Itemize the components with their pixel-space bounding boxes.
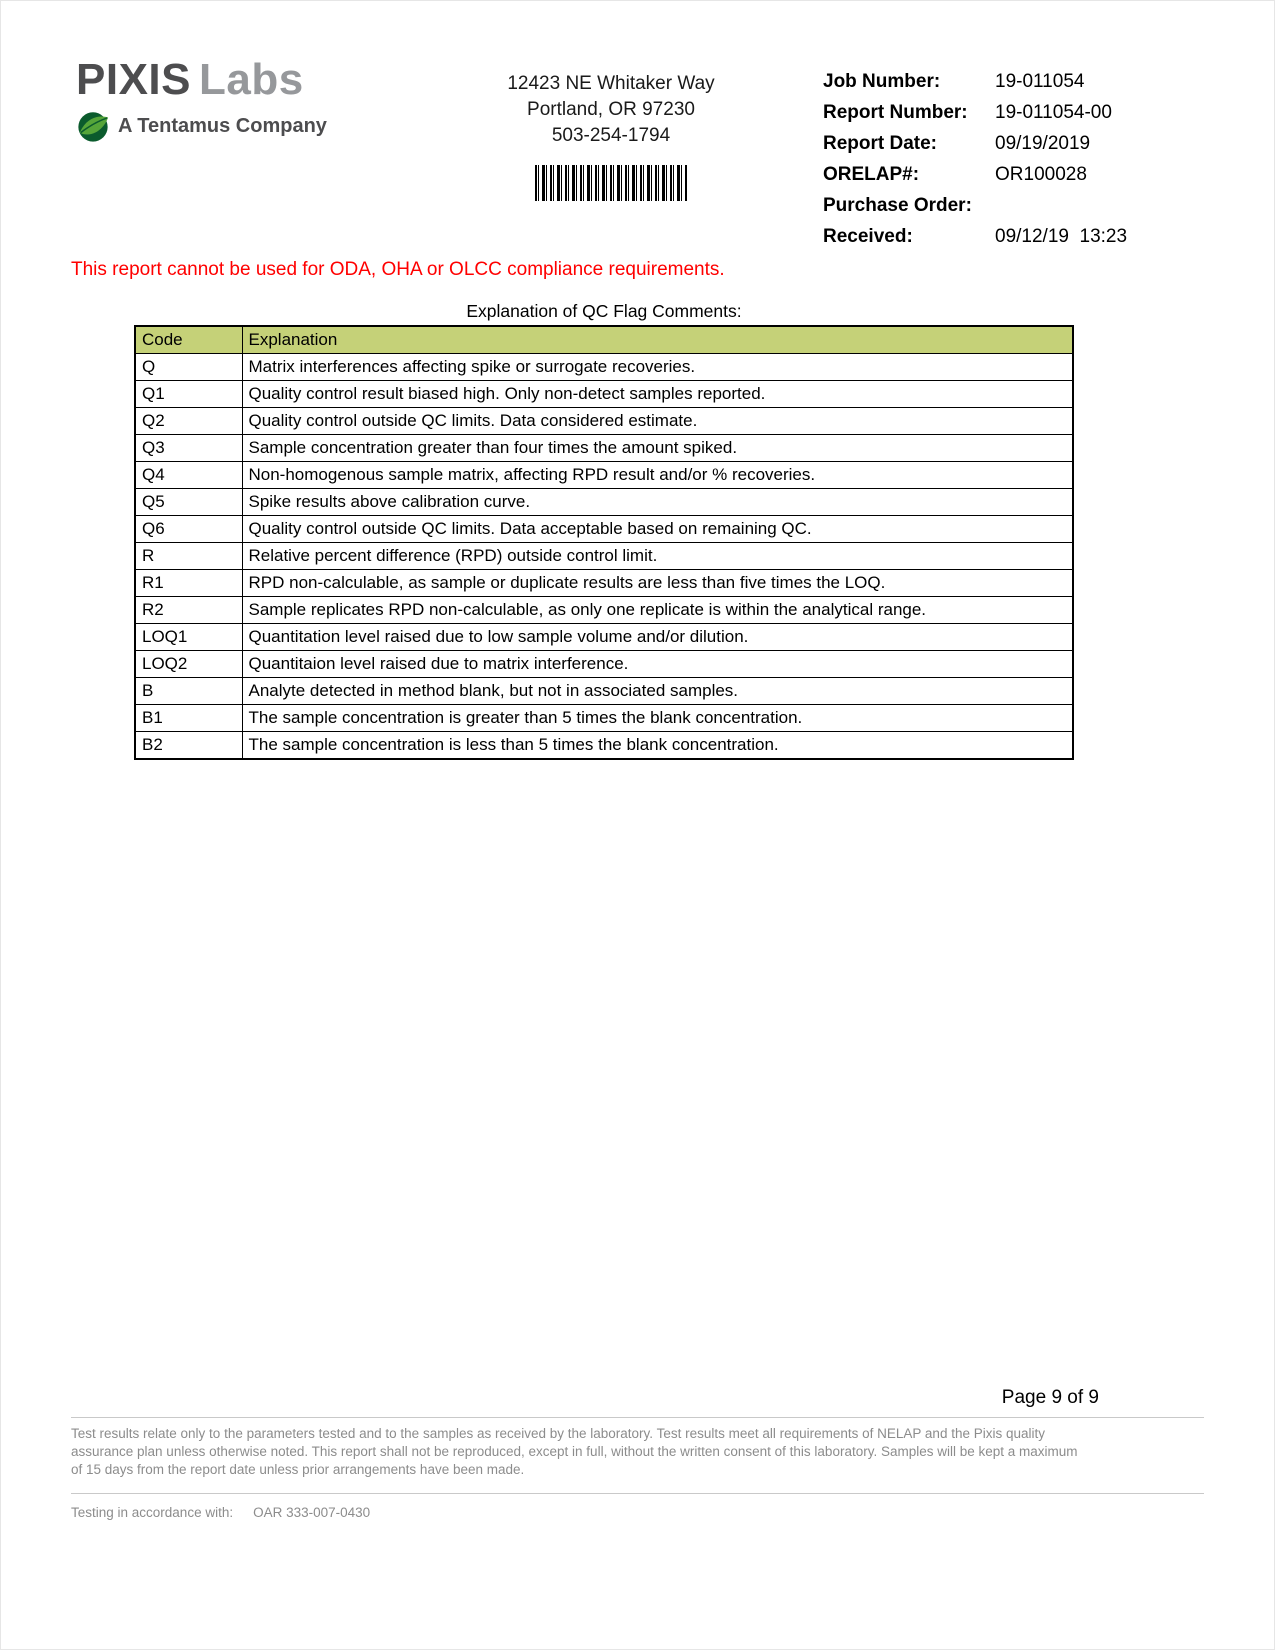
logo-tagline-row: [76, 109, 327, 143]
meta-row-purchase-order: [823, 195, 1127, 217]
table-row: [135, 381, 1073, 408]
table-row: [135, 570, 1073, 597]
company-tagline: A Tentamus Company: [118, 114, 327, 137]
barcode: [535, 165, 687, 201]
code-cell: Q6: [135, 516, 242, 543]
table-row: [135, 435, 1073, 462]
explanation-cell: RPD non-calculable, as sample or duplicate results are less than five times the LOQ.: [242, 570, 1073, 597]
table-row: [135, 678, 1073, 705]
explanation-cell: Quantitaion level raised due to matrix interference.: [242, 651, 1073, 678]
meta-label: ORELAP#:: [823, 164, 920, 185]
address-line-2: Portland, OR 97230: [527, 99, 695, 120]
code-cell: R: [135, 543, 242, 570]
meta-value: OR100028: [995, 164, 1087, 185]
testing-accordance-line: [71, 1505, 370, 1520]
footer-divider-top: [71, 1417, 1204, 1418]
meta-row-job-number: [823, 71, 1127, 93]
testing-accordance-value: OAR 333-007-0430: [253, 1505, 371, 1520]
footer-disclaimer: Test results relate only to the parameters tested and to the samples as received by the laboratory. Test results meet all requirements of NELAP and the Pixis quality assurance plan unless otherwise noted. This report shall not be reproduced, except in full, without the written consent of this laboratory. Samples will be kept a maximum of 15 days from the report date unless prior arrangements have been made.: [71, 1426, 1078, 1477]
meta-label: Received:: [823, 226, 913, 247]
brand-name-secondary: Labs: [199, 55, 304, 104]
pixis-logo: [76, 57, 327, 143]
compliance-notice: This report cannot be used for ODA, OHA or OLCC compliance requirements.: [71, 259, 725, 280]
explanation-cell: Sample concentration greater than four times the amount spiked.: [242, 435, 1073, 462]
code-cell: Q4: [135, 462, 242, 489]
meta-label: Job Number:: [823, 71, 941, 92]
table-row: [135, 462, 1073, 489]
report-meta: [823, 71, 1127, 257]
explanation-cell: Spike results above calibration curve.: [242, 489, 1073, 516]
footer-divider-bottom: [71, 1493, 1204, 1494]
meta-row-orelap: [823, 164, 1127, 186]
explanation-cell: Analyte detected in method blank, but not in associated samples.: [242, 678, 1073, 705]
code-cell: B1: [135, 705, 242, 732]
table-row: [135, 624, 1073, 651]
explanation-cell: Quantitation level raised due to low sample volume and/or dilution.: [242, 624, 1073, 651]
brand-name-primary: PIXIS: [76, 55, 191, 104]
address-line-1: 12423 NE Whitaker Way: [507, 73, 715, 94]
explanation-cell: Sample replicates RPD non-calculable, as only one replicate is within the analytical range.: [242, 597, 1073, 624]
code-cell: LOQ2: [135, 651, 242, 678]
table-row: [135, 543, 1073, 570]
meta-row-received: [823, 226, 1127, 248]
explanation-cell: The sample concentration is greater than 5 times the blank concentration.: [242, 705, 1073, 732]
meta-label: Purchase Order:: [823, 195, 972, 216]
table-row: [135, 408, 1073, 435]
code-cell: LOQ1: [135, 624, 242, 651]
explanation-cell: Quality control outside QC limits. Data acceptable based on remaining QC.: [242, 516, 1073, 543]
code-cell: R1: [135, 570, 242, 597]
meta-label: Report Number:: [823, 102, 968, 123]
code-cell: B: [135, 678, 242, 705]
meta-value: 09/19/2019: [995, 133, 1091, 154]
meta-value: 19-011054-00: [995, 102, 1112, 123]
table-row: [135, 489, 1073, 516]
meta-label: Report Date:: [823, 133, 938, 154]
table-row: [135, 732, 1073, 760]
explanation-header-cell: Explanation: [242, 326, 1073, 354]
code-cell: Q: [135, 354, 242, 381]
logo-wordmark: [76, 57, 327, 103]
table-row: [135, 354, 1073, 381]
qc-table-title: Explanation of QC Flag Comments:: [466, 301, 742, 321]
explanation-cell: Matrix interferences affecting spike or surrogate recoveries.: [242, 354, 1073, 381]
page-number: Page 9 of 9: [1001, 1387, 1099, 1408]
meta-value: 19-011054: [995, 71, 1085, 92]
code-cell: R2: [135, 597, 242, 624]
code-header-cell: Code: [135, 326, 242, 354]
code-cell: Q2: [135, 408, 242, 435]
meta-row-report-date: [823, 133, 1127, 155]
table-header-row: [135, 326, 1073, 354]
explanation-cell: Quality control outside QC limits. Data considered estimate.: [242, 408, 1073, 435]
table-row: [135, 516, 1073, 543]
table-row: [135, 705, 1073, 732]
table-row: [135, 597, 1073, 624]
explanation-cell: Non-homogenous sample matrix, affecting RPD result and/or % recoveries.: [242, 462, 1073, 489]
code-cell: Q5: [135, 489, 242, 516]
code-cell: Q1: [135, 381, 242, 408]
testing-accordance-label: Testing in accordance with:: [71, 1505, 234, 1520]
table-row: [135, 651, 1073, 678]
code-cell: Q3: [135, 435, 242, 462]
explanation-cell: Relative percent difference (RPD) outside control limit.: [242, 543, 1073, 570]
qc-flag-table: [134, 325, 1074, 760]
lab-address: [471, 71, 751, 201]
address-line-3: 503-254-1794: [551, 125, 671, 146]
meta-value: 09/12/19 13:23: [995, 226, 1128, 247]
explanation-cell: The sample concentration is less than 5 times the blank concentration.: [242, 732, 1073, 760]
code-cell: B2: [135, 732, 242, 760]
leaf-icon: [76, 109, 110, 143]
meta-row-report-number: [823, 102, 1127, 124]
explanation-cell: Quality control result biased high. Only non-detect samples reported.: [242, 381, 1073, 408]
